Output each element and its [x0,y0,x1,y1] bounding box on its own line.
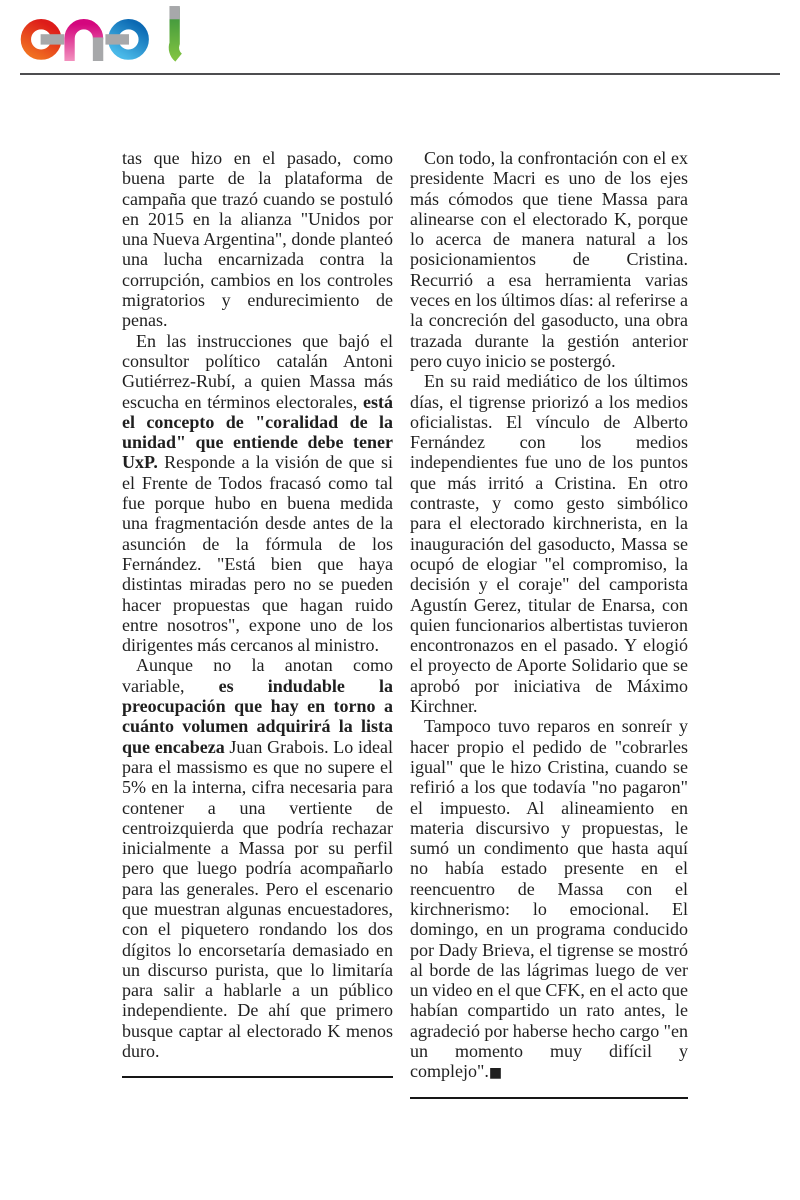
article-text: tas que hizo en el pasado, como buena parte de la plataforma de campaña que trazó cuando se postuló en 2015 en la alianza "Unidos por una Nueva Argentina", donde planteó una lucha encarnizada contra la corrupción, cambios en los controles migratorios y endurecimiento de penas. [122,148,393,331]
article-paragraph [122,148,393,331]
article-text: En su raid mediático de los últimos días, el tigrense priorizó a los medios oficialistas. El vínculo de Alberto Fernández con los medios independientes fue uno de los puntos que más irritó a Cristina. En otro contraste, y como gesto simbólico para el electorado kirchnerista, en la inauguración del gasoducto, Massa se ocupó de elogiar "el compromiso, la decisión y el coraje" del camporista Agustín Gerez, titular de Enarsa, con quien funcionarios albertistas tuvieron encontronazos en el pasado. Y elogió el proyecto de Aporte Solidario que se aprobó por iniciativa de Máximo Kirchner. [410,371,688,717]
article-text: Con todo, la confrontación con el ex presidente Macri es uno de los ejes más cómodos que tiene Massa para alinearse con el electorado K, porque lo acerca de manera natural a los posicionamientos de Cristina. Recurrió a esa herramienta varias veces en los últimos días: al referirse a la concreción del gasoducto, una obra trazada durante la gestión anterior pero cuyo inicio se postergó. [410,148,688,371]
logo-l-bar [169,6,179,19]
enel-logo-graphic [20,6,183,63]
article-column-left [122,148,393,1099]
article-body [122,148,688,1099]
column-end-divider [410,1097,688,1099]
article-text: Responde a la visión de que si el Frente de Todos fracasó como tal fue porque hubo en buena medida una fragmentación desde antes de la asunción de la fórmula de los Fernández. "Está bien que haya distintas miradas pero no se pueden hacer propuestas que hagan ruido entre nosotros", expone uno de los dirigentes más cercanos al ministro. [122,452,393,656]
logo-e2-bar [105,34,129,44]
article-text: Tampoco tuvo reparos en sonreír y hacer propio el pedido de "cobrarles igual" que le hizo Cristina, cuando se refirió a los que todavía "no pagaron" el impuesto. Al alineamiento en materia discursivo y propuestas, le sumó un condimento que hasta aquí no había estado presente en el reencuentro de Massa con el kirchnerismo: lo emocional. El domingo, en un programa conducido por Dady Brieva, el tigrense se mostró al borde de las lágrimas luego de ver un video en el que CFK, en el acto que habían compartido un rato antes, le agradeció por haberse hecho cargo "en un momento muy difícil y complejo". [410,716,688,1082]
article-bold-text: está el concepto de "coralidad de la unidad" que entiende debe tener UxP. [122,391,393,473]
article-paragraph [410,371,688,716]
article-end-mark: ■ [488,1065,503,1082]
article-paragraph [122,331,393,656]
article-text: En las instrucciones que bajó el consultor político catalán Antoni Gutiérrez-Rubí, a quien Massa más escucha en términos electorales, [122,330,393,412]
article-paragraph [410,716,688,1081]
header-divider [20,73,780,75]
logo-e1-bar [41,34,65,44]
column-end-divider [122,1076,393,1078]
article-text: Aunque no la anotan como variable, [122,655,393,696]
enel-logo [20,6,183,63]
article-text: Juan Grabois. Lo ideal para el massismo es que no supere el 5% en la interna, cifra necesaria para contener a una vertiente de centroizquierda que podría rechazar inicialmente a Massa por su perfil pero que luego podría acompañarlo para las generales. Pero el escenario que muestran algunas encuestadores, con el piquetero rondando los dos dígitos lo encorsetaría demasiado en un discurso purista, que lo limitaría para salir a hablarle a un público independiente. De ahí que primero busque captar al electorado K menos duro. [122,736,393,1062]
article-bold-text: es indudable la preocupación que hay en torno a cuánto volumen adquirirá la lista que encabeza [122,675,393,757]
article-paragraph [410,148,688,371]
logo-n-bar [93,37,103,61]
article-column-right [410,148,688,1099]
article-paragraph [122,655,393,1061]
